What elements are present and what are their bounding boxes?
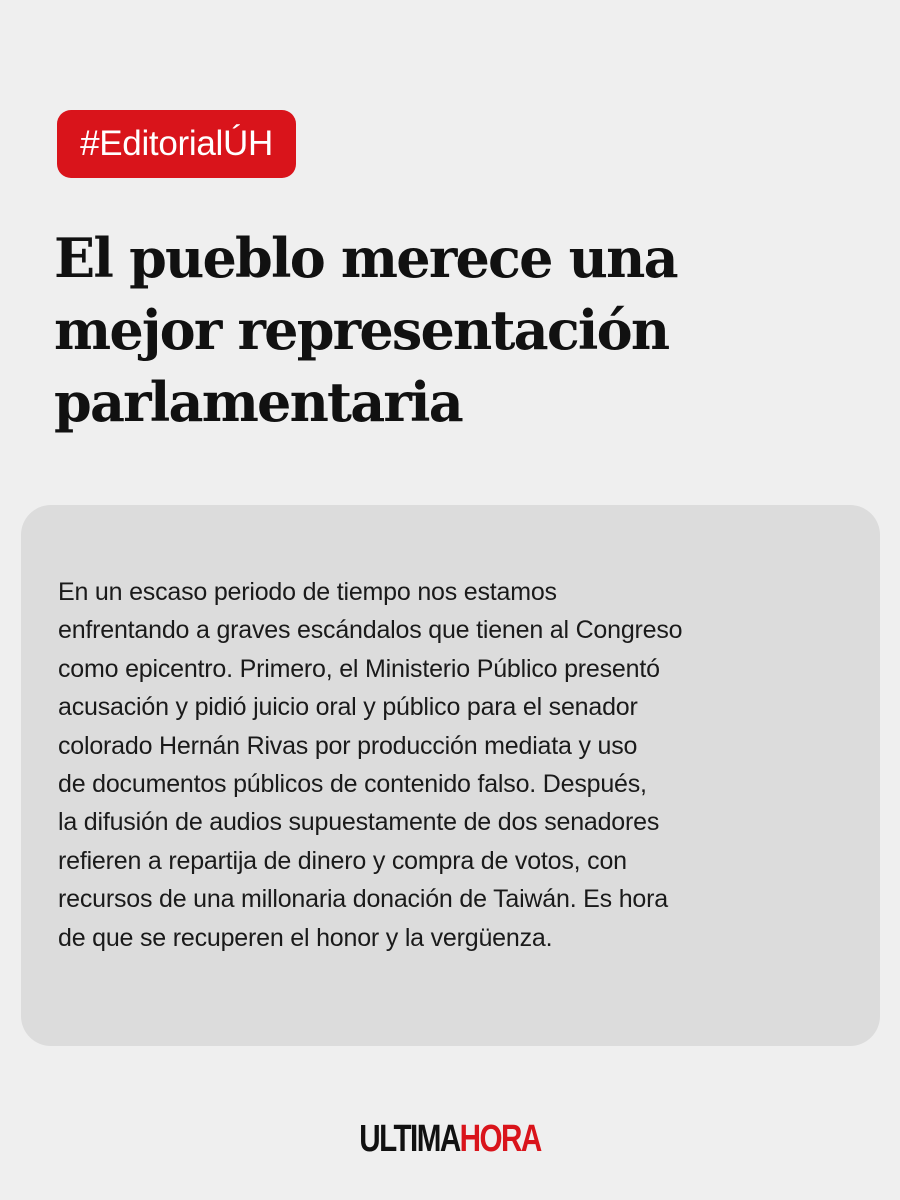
headline-line: parlamentaria <box>54 370 462 434</box>
headline <box>54 222 874 438</box>
body-line: la difusión de audios supuestamente de dos senadores <box>58 808 660 837</box>
body-line: colorado Hernán Rivas por producción mediata y uso <box>58 731 638 760</box>
body-line: como epicentro. Primero, el Ministerio Público presentó <box>58 654 660 683</box>
body-line: refieren a repartija de dinero y compra de votos, con <box>58 846 627 875</box>
body-line: de documentos públicos de contenido falso. Después, <box>58 770 647 799</box>
headline-line: mejor representación <box>54 298 669 362</box>
ultimahora-logo <box>99 1117 801 1161</box>
body-line: acusación y pidió juicio oral y público para el senador <box>58 693 638 722</box>
body-line: En un escaso periodo de tiempo nos estamos <box>58 578 557 606</box>
body-line: de que se recuperen el honor y la vergüenza. <box>58 923 553 952</box>
editorial-body-card <box>21 505 880 1046</box>
editorial-hashtag-badge <box>57 110 296 178</box>
editorial-body-text <box>58 573 858 957</box>
body-line: recursos de una millonaria donación de Taiwán. Es hora <box>58 885 668 914</box>
editorial-hashtag-label: #EditorialÚH <box>80 124 273 163</box>
logo-part-hora: HORA <box>459 1118 541 1160</box>
logo-part-ultima: ULTIMA <box>359 1118 460 1160</box>
headline-line: El pueblo merece una <box>54 226 677 290</box>
body-line: enfrentando a graves escándalos que tienen al Congreso <box>58 616 683 645</box>
